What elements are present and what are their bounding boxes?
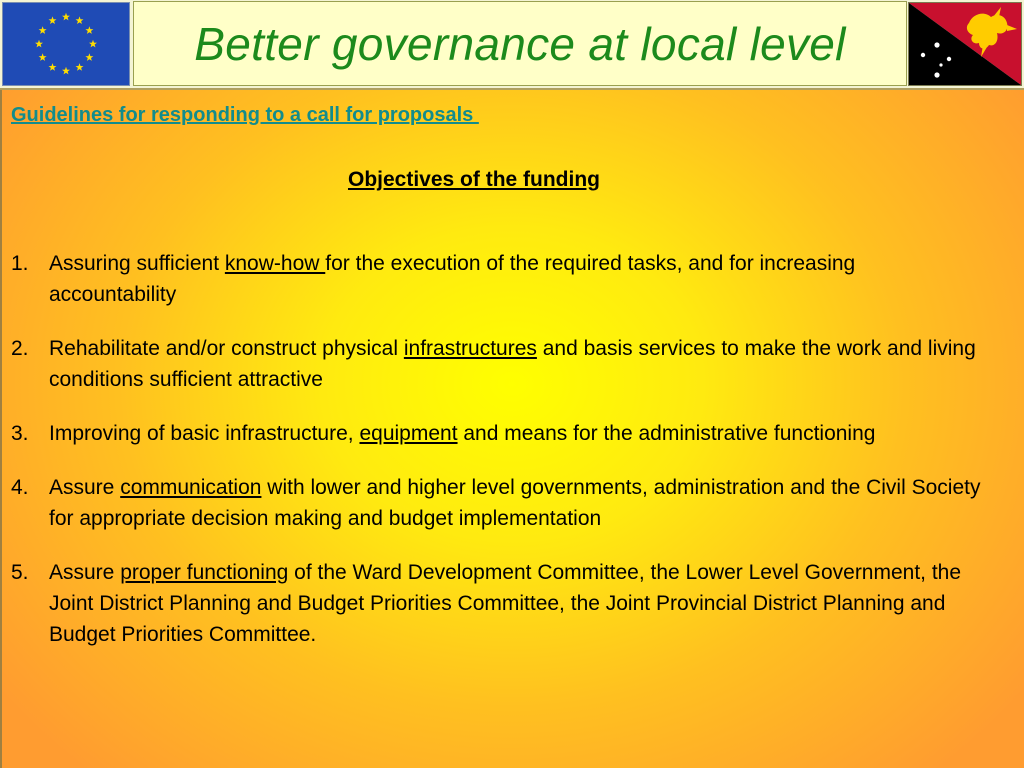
item-text-before: Assuring sufficient	[49, 252, 225, 275]
item-keyword: communication	[120, 476, 262, 499]
eu-star-icon	[85, 26, 93, 34]
papua-new-guinea-flag-icon	[908, 2, 1022, 86]
list-item	[11, 248, 986, 310]
eu-star-icon	[76, 16, 84, 24]
eu-star-icon	[62, 67, 70, 75]
eu-flag-icon	[2, 2, 130, 86]
eu-star-icon	[89, 40, 97, 48]
item-keyword: infrastructures	[403, 337, 537, 360]
list-item	[11, 557, 986, 650]
list-item	[11, 418, 986, 449]
item-text-before: Assure	[49, 561, 121, 584]
guidelines-link[interactable]: Guidelines for responding to a call for proposals	[11, 104, 479, 126]
eu-star-icon	[62, 13, 70, 21]
item-number: 5.	[11, 561, 29, 584]
section-subtitle: Objectives of the funding	[347, 168, 600, 191]
item-text-after: and basis services to make the work and living conditions sufficient attractive	[49, 337, 976, 391]
item-text-before: Assure	[49, 476, 121, 499]
objectives-list	[11, 248, 986, 673]
eu-star-icon	[39, 26, 47, 34]
item-text-before: Improving of basic infrastructure,	[49, 422, 360, 445]
item-keyword: know-how	[224, 252, 326, 275]
page-title: Better governance at local level	[194, 17, 846, 70]
eu-star-icon	[49, 16, 57, 24]
eu-star-icon	[35, 40, 43, 48]
eu-star-icon	[49, 63, 57, 71]
header-separator	[0, 88, 1024, 90]
item-text-after: for the execution of the required tasks, and for increasing accountability	[49, 252, 856, 306]
item-number: 1.	[11, 252, 29, 275]
item-text-before: Rehabilitate and/or construct physical	[49, 337, 404, 360]
item-number: 2.	[11, 337, 29, 360]
item-text-after: and means for the administrative functioning	[457, 422, 876, 445]
eu-star-icon	[76, 63, 84, 71]
item-keyword: proper functioning	[120, 561, 289, 584]
item-number: 4.	[11, 476, 29, 499]
title-box	[133, 1, 907, 86]
item-text-after: of the Ward Development Committee, the Lower Level Government, the Joint District Planning and Budget Priorities Committee, the Joint Provincial District Planning and Budget Priorities Committee.	[49, 561, 962, 646]
eu-star-icon	[85, 53, 93, 61]
eu-star-icon	[39, 53, 47, 61]
list-item	[11, 472, 986, 534]
item-text-after: with lower and higher level governments, administration and the Civil Society for appropriate decision making and budget implementation	[49, 476, 981, 530]
item-keyword: equipment	[359, 422, 458, 445]
header-bar	[0, 0, 1024, 88]
list-item	[11, 333, 986, 395]
item-number: 3.	[11, 422, 29, 445]
